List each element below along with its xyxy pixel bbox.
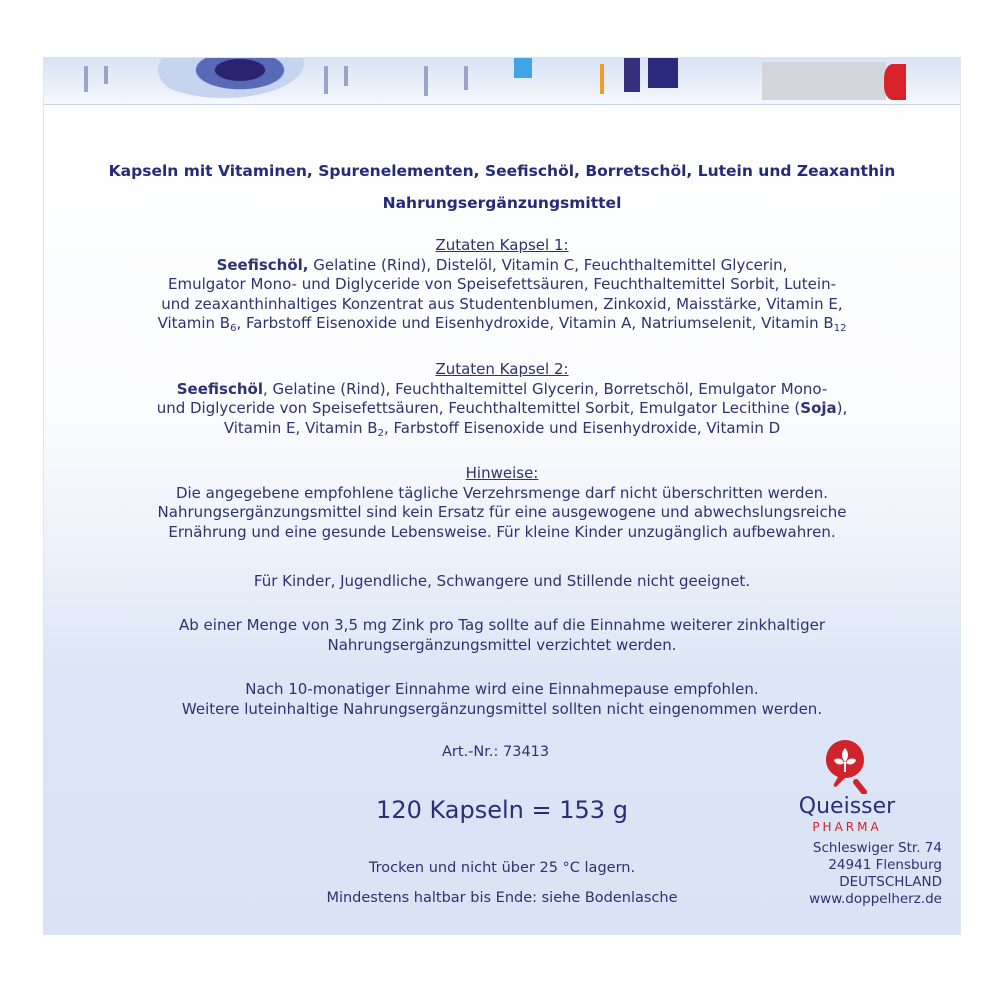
allergen-text: Soja <box>800 399 837 417</box>
ingredients-text: ), <box>836 399 848 417</box>
flap-mark <box>424 66 428 96</box>
ingredients-line <box>44 256 960 276</box>
package-back-panel <box>44 58 960 934</box>
ingredients-text: , Farbstoff Eisenoxide und Eisenhydroxide, Vitamin A, Natriumselenit, Vitamin B <box>236 314 834 332</box>
ingredients-text: , Gelatine (Rind), Feuchthaltemittel Glycerin, Borretschöl, Emulgator Mono- <box>262 379 828 398</box>
not-suitable-note <box>44 572 960 592</box>
note-line: Ab einer Menge von 3,5 mg Zink pro Tag sollte auf die Einnahme weiterer zinkhaltiger <box>179 616 825 634</box>
ingredients-line: und zeaxanthinhaltiges Konzentrat aus Studentenblumen, Zinkoxid, Maisstärke, Vitamin E, <box>161 294 843 313</box>
flap-blue-block <box>514 58 532 78</box>
eye-graphic <box>144 58 304 98</box>
ingredients-line: Emulgator Mono- und Diglyceride von Speisefettsäuren, Feuchthaltemittel Sorbit, Lutein- <box>168 275 836 293</box>
flap-mark <box>324 66 328 94</box>
warning-line: Ernährung und eine gesunde Lebensweise. Für kleine Kinder unzugänglich aufbewahren. <box>168 522 836 541</box>
top-flap <box>44 58 960 105</box>
subscript: 6 <box>230 323 237 334</box>
ingredients-text: Vitamin B <box>157 314 231 332</box>
warning-line: Die angegebene empfohlene tägliche Verzehrsmenge darf nicht überschritten werden. <box>175 483 829 502</box>
flap-orange-bar <box>600 64 604 94</box>
storage-instructions: Trocken und nicht über 25 °C lagern. <box>368 860 636 876</box>
warning-line: Nahrungsergänzungsmittel sind kein Ersatz für eine ausgewogene und abwechslungsreiche <box>157 503 847 521</box>
ingredients-line <box>44 399 960 419</box>
product-category: Nahrungsergänzungsmittel <box>382 194 622 212</box>
flap-grey-panel <box>762 62 886 100</box>
warnings-section <box>44 464 960 542</box>
company-name: Queisser <box>798 794 896 819</box>
company-country: DEUTSCHLAND <box>839 874 942 890</box>
flap-mark <box>464 66 468 90</box>
flap-mark <box>344 66 348 86</box>
subscript: 2 <box>377 427 384 439</box>
package-quantity: 120 Kapseln = 153 g <box>376 796 628 824</box>
ingredients-text: und Diglyceride von Speisefettsäuren, Feuchthaltemittel Sorbit, Emulgator Lecithine ( <box>156 399 801 417</box>
ingredients-line <box>44 380 960 400</box>
allergen-text: Seefischöl <box>176 379 263 398</box>
best-before-note: Mindestens haltbar bis Ende: siehe Bodenlasche <box>326 890 678 906</box>
ingredients-capsule-1 <box>44 236 960 339</box>
flap-mark <box>84 66 88 92</box>
queisser-logo-icon <box>820 738 870 794</box>
ingredients-line <box>44 419 960 444</box>
flap-brand-mark <box>648 58 678 88</box>
company-street: Schleswiger Str. 74 <box>812 840 942 856</box>
flap-red-mark <box>884 64 906 100</box>
flap-mark <box>104 66 108 84</box>
note-line: Weitere luteinhaltige Nahrungsergänzungsmittel sollten nicht eingenommen werden. <box>181 699 823 718</box>
ingredients-text: Gelatine (Rind), Distelöl, Vitamin C, Feuchthaltemittel Glycerin, <box>308 255 788 274</box>
article-number: Art.-Nr.: 73413 <box>442 744 550 760</box>
warnings-heading: Hinweise: <box>465 464 539 482</box>
ingredients-text: , Farbstoff Eisenoxide und Eisenhydroxide, Vitamin D <box>383 418 781 437</box>
zinc-note <box>44 616 960 655</box>
ingredients-line <box>44 314 960 339</box>
intake-pause-note <box>44 680 960 719</box>
flap-brand-mark <box>624 58 640 92</box>
company-division: PHARMA <box>812 820 882 834</box>
capsule-1-heading: Zutaten Kapsel 1: <box>435 236 569 254</box>
note-line: Für Kinder, Jugendliche, Schwangere und Stillende nicht geeignet. <box>253 572 751 590</box>
product-description: Kapseln mit Vitaminen, Spurenelementen, Seefischöl, Borretschöl, Lutein und Zeaxanthin <box>108 162 896 180</box>
subscript: 12 <box>833 323 847 334</box>
allergen-text: Seefischöl, <box>216 255 309 274</box>
ingredients-capsule-2 <box>44 360 960 443</box>
company-city: 24941 Flensburg <box>828 857 942 873</box>
capsule-2-heading: Zutaten Kapsel 2: <box>435 360 569 378</box>
note-line: Nach 10-monatiger Einnahme wird eine Einnahmepause empfohlen. <box>245 680 759 698</box>
company-website: www.doppelherz.de <box>809 891 942 907</box>
ingredients-text: Vitamin E, Vitamin B <box>223 418 378 437</box>
note-line: Nahrungsergänzungsmittel verzichtet werden. <box>327 635 677 654</box>
